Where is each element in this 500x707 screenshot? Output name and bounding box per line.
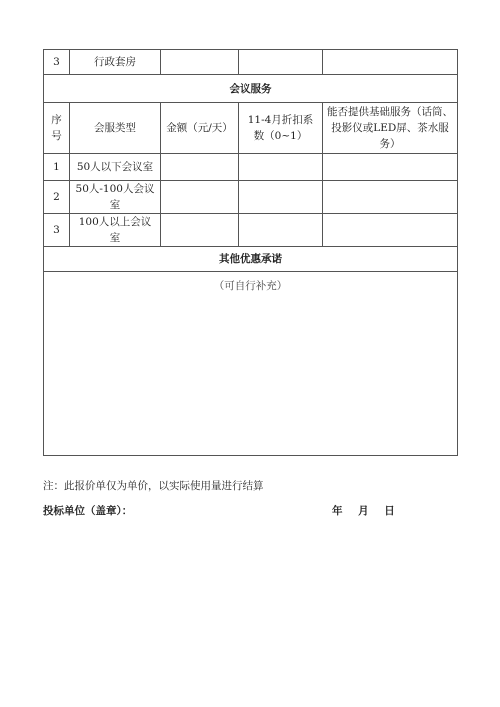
discount-cell[interactable] <box>239 50 323 75</box>
amount-cell[interactable] <box>161 214 239 247</box>
discount-cell[interactable] <box>239 154 323 181</box>
service-cell[interactable] <box>323 50 458 75</box>
header-type: 会服类型 <box>70 103 161 154</box>
header-amount: 金额（元/天） <box>161 103 239 154</box>
meeting-type: 50人以下会议室 <box>70 154 161 181</box>
other-section-title: 其他优惠承诺 <box>44 247 458 272</box>
meeting-header-row <box>44 103 458 154</box>
other-commitments-area[interactable] <box>44 272 458 456</box>
discount-cell[interactable] <box>239 181 323 214</box>
placeholder-text: （可自行补充） <box>213 280 288 292</box>
discount-cell[interactable] <box>239 214 323 247</box>
meeting-row <box>44 181 458 214</box>
header-number: 序号 <box>44 103 70 154</box>
service-cell[interactable] <box>323 154 458 181</box>
meeting-type: 50人-100人会议室 <box>70 181 161 214</box>
room-row <box>44 50 458 75</box>
date-label: 年 月 日 <box>332 505 395 517</box>
amount-cell[interactable] <box>161 50 239 75</box>
service-cell[interactable] <box>323 214 458 247</box>
meeting-type: 100人以上会议室 <box>70 214 161 247</box>
service-cell[interactable] <box>323 181 458 214</box>
row-number: 3 <box>44 214 70 247</box>
quotation-table <box>43 49 458 456</box>
bidder-signature-label: 投标单位（盖章）： <box>43 505 133 517</box>
meeting-row <box>44 154 458 181</box>
meeting-section-title: 会议服务 <box>44 75 458 103</box>
room-type: 行政套房 <box>70 50 161 75</box>
amount-cell[interactable] <box>161 154 239 181</box>
row-number: 1 <box>44 154 70 181</box>
amount-cell[interactable] <box>161 181 239 214</box>
meeting-row <box>44 214 458 247</box>
footer-note: 注：此报价单仅为单价，以实际使用量进行结算 <box>43 480 264 492</box>
row-number: 2 <box>44 181 70 214</box>
header-discount: 11-4月折扣系数（0~1） <box>239 103 323 154</box>
header-service: 能否提供基础服务（话筒、投影仪或LED屏、茶水服务） <box>323 103 458 154</box>
row-number: 3 <box>44 50 70 75</box>
